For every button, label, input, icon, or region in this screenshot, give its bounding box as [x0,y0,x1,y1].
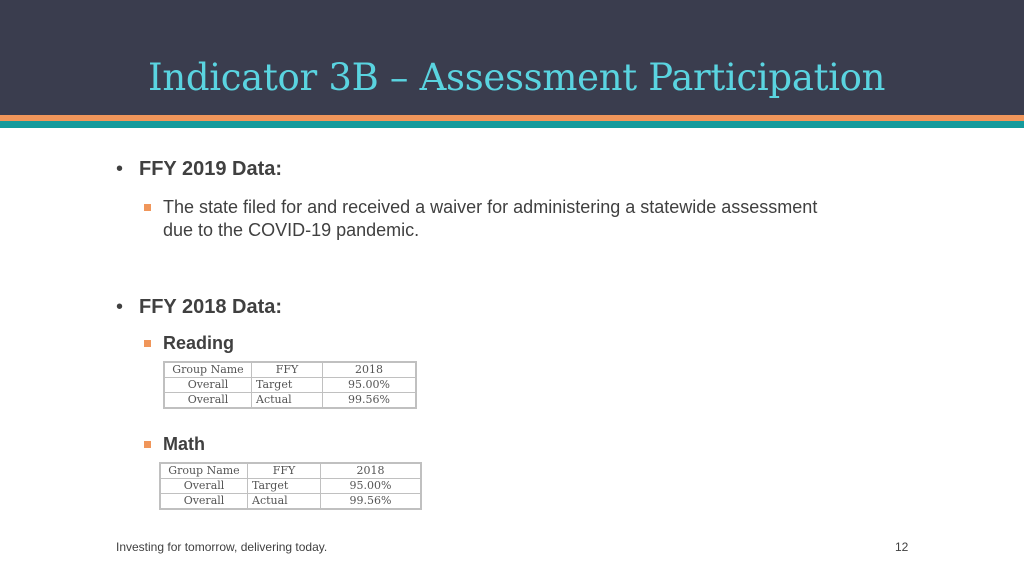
reading-label-text: Reading [163,333,235,353]
square-bullet-icon [144,204,151,211]
table-header-cell: 2018 [323,362,417,378]
slide-title: Indicator 3B – Assessment Participation [148,56,886,99]
table-header-cell: FFY [248,463,321,479]
reading-label [163,332,234,355]
ffy2019-heading [116,158,283,181]
table-cell: Target [248,479,321,494]
table-cell: Actual [248,494,321,510]
ffy2019-text-line2: due to the COVID-19 pandemic. [163,220,420,240]
page-number: 12 [895,540,909,554]
ffy2018-heading-text: FFY 2018 Data: [139,296,283,318]
table-header-cell: Group Name [160,463,248,479]
table-cell: Overall [160,494,248,510]
table-cell: Overall [164,378,252,393]
ffy2018-heading [116,296,283,319]
math-label [163,433,205,456]
table-header-cell: 2018 [321,463,422,479]
table-header-row [160,463,421,479]
table-header-cell: Group Name [164,362,252,378]
table-header-row [164,362,416,378]
ffy2019-heading-text: FFY 2019 Data: [139,158,283,180]
reading-table [163,361,417,409]
table-row [164,393,416,409]
ffy2019-text-line1: The state filed for and received a waiver for administering a statewide assessment [163,197,818,217]
table-cell: Overall [160,479,248,494]
teal-stripe [0,121,1024,128]
bullet-dot-icon: • [116,296,124,318]
square-bullet-icon [144,340,151,347]
table-cell: 95.00% [321,479,422,494]
table-cell: Target [252,378,323,393]
square-bullet-icon [144,441,151,448]
table-row [164,378,416,393]
ffy2019-text [163,196,903,242]
footer-tagline: Investing for tomorrow, delivering today. [116,540,328,554]
table-cell: 99.56% [323,393,417,409]
table-header-cell: FFY [252,362,323,378]
table-row [160,479,421,494]
table-cell: 95.00% [323,378,417,393]
math-label-text: Math [163,434,205,454]
table-cell: Actual [252,393,323,409]
table-cell: 99.56% [321,494,422,510]
table-row [160,494,421,510]
bullet-dot-icon: • [116,158,124,180]
table-cell: Overall [164,393,252,409]
math-table [159,462,422,510]
